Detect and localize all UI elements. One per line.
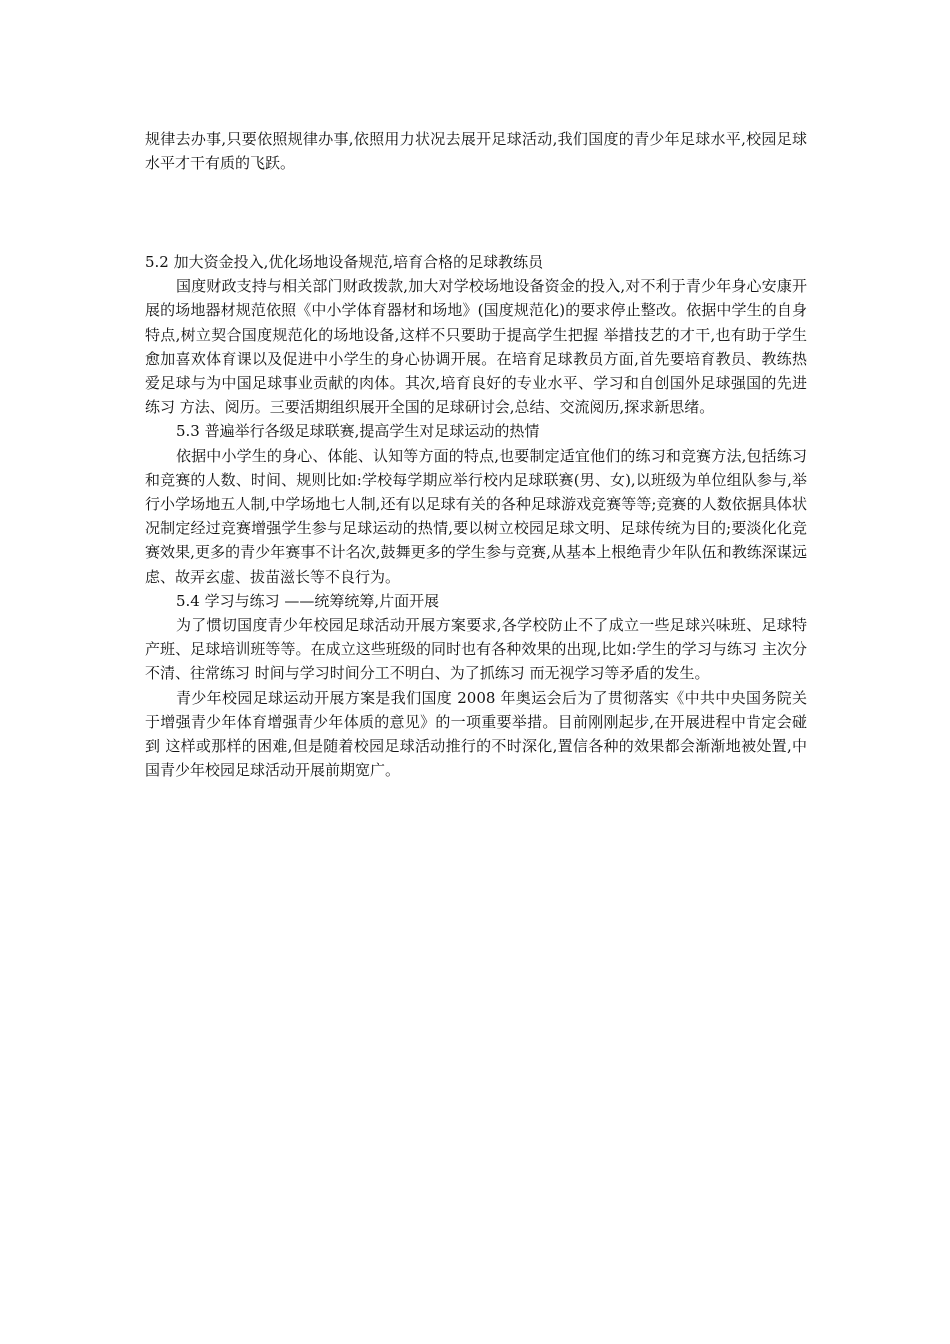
section-5-3-paragraph: 依据中小学生的身心、体能、认知等方面的特点,也要制定适宜他们的练习和竞赛方法,包括练习和竞赛的人数、时间、规则比如:学校每学期应举行校内足球联赛(男、女),以班级为单位组队参与,举行小学场地五人制,中学场地七人制,还有以足球有关的各种足球游戏竞赛等等;竞赛的人数依据具体状况制定经过竞赛增强学生参与足球运动的热情,要以树立校园足球文明、足球传统为目的;要淡化化竞赛效果,更多的青少年赛事不计名次,鼓舞更多的学生参与竞赛,从基本上根绝青少年队伍和教练深谋远虑、故弄玄虚、拔苗滋长等不良行为。 xyxy=(145,446,807,586)
closing-paragraph: 青少年校园足球运动开展方案是我们国度 2008 年奥运会后为了贯彻落实《中共中央国务院关于增强青少年体育增强青少年体质的意见》的一项重要举措。目前刚刚起步,在开展进程中肯定会碰到 这样或那样的困难,但是随着校园足球活动推行的不时深化,置信各种的效果都会渐渐地被处置,中国青少年校园足球活动开展前期宽广。 xyxy=(145,688,807,780)
section-heading-5-3: 5.3 普遍举行各级足球联赛,提高学生对足球运动的热情 xyxy=(176,422,540,441)
section-heading-5-2: 5.2 加大资金投入,优化场地设备规范,培育合格的足球教练员 xyxy=(145,253,544,271)
continuation-paragraph: 规律去办事,只要依照规律办事,依照用力状况去展开足球活动,我们国度的青少年足球水平,校园足球水平才干有质的飞跃。 xyxy=(145,130,807,173)
section-5-4-paragraph: 为了惯切国度青少年校园足球活动开展方案要求,各学校防止不了成立一些足球兴味班、足球特产班、足球培训班等等。在成立这些班级的同时也有各种效果的出现,比如:学生的学习与练习 主次分不清、往常练习 时间与学习时间分工不明白、为了抓练习 而无视学习等矛盾的发生。 xyxy=(145,616,807,683)
section-5-2-paragraph: 国度财政支持与相关部门财政拨款,加大对学校场地设备资金的投入,对不利于青少年身心安康开展的场地器材规范依照《中小学体育器材和场地》(国度规范化)的要求停止整改。依据中学生的自身特点,树立契合国度规范化的场地设备,这样不只要助于提高学生把握 举措技艺的才干,也有助于学生愈加喜欢体育课以及促进中小学生的身心协调开展。在培育足球教员方面,首先要培育教员、教练热爱足球与为中国足球事业贡献的肉体。其次,培育良好的专业水平、学习和自创国外足球强国的先进练习 方法、阅历。三要活期组织展开全国的足球研讨会,总结、交流阅历,探求新思绪。 xyxy=(145,277,807,417)
section-heading-5-4: 5.4 学习与练习 ——统筹统筹,片面开展 xyxy=(176,591,440,610)
document-body xyxy=(145,250,807,782)
continuation-block xyxy=(145,127,807,175)
